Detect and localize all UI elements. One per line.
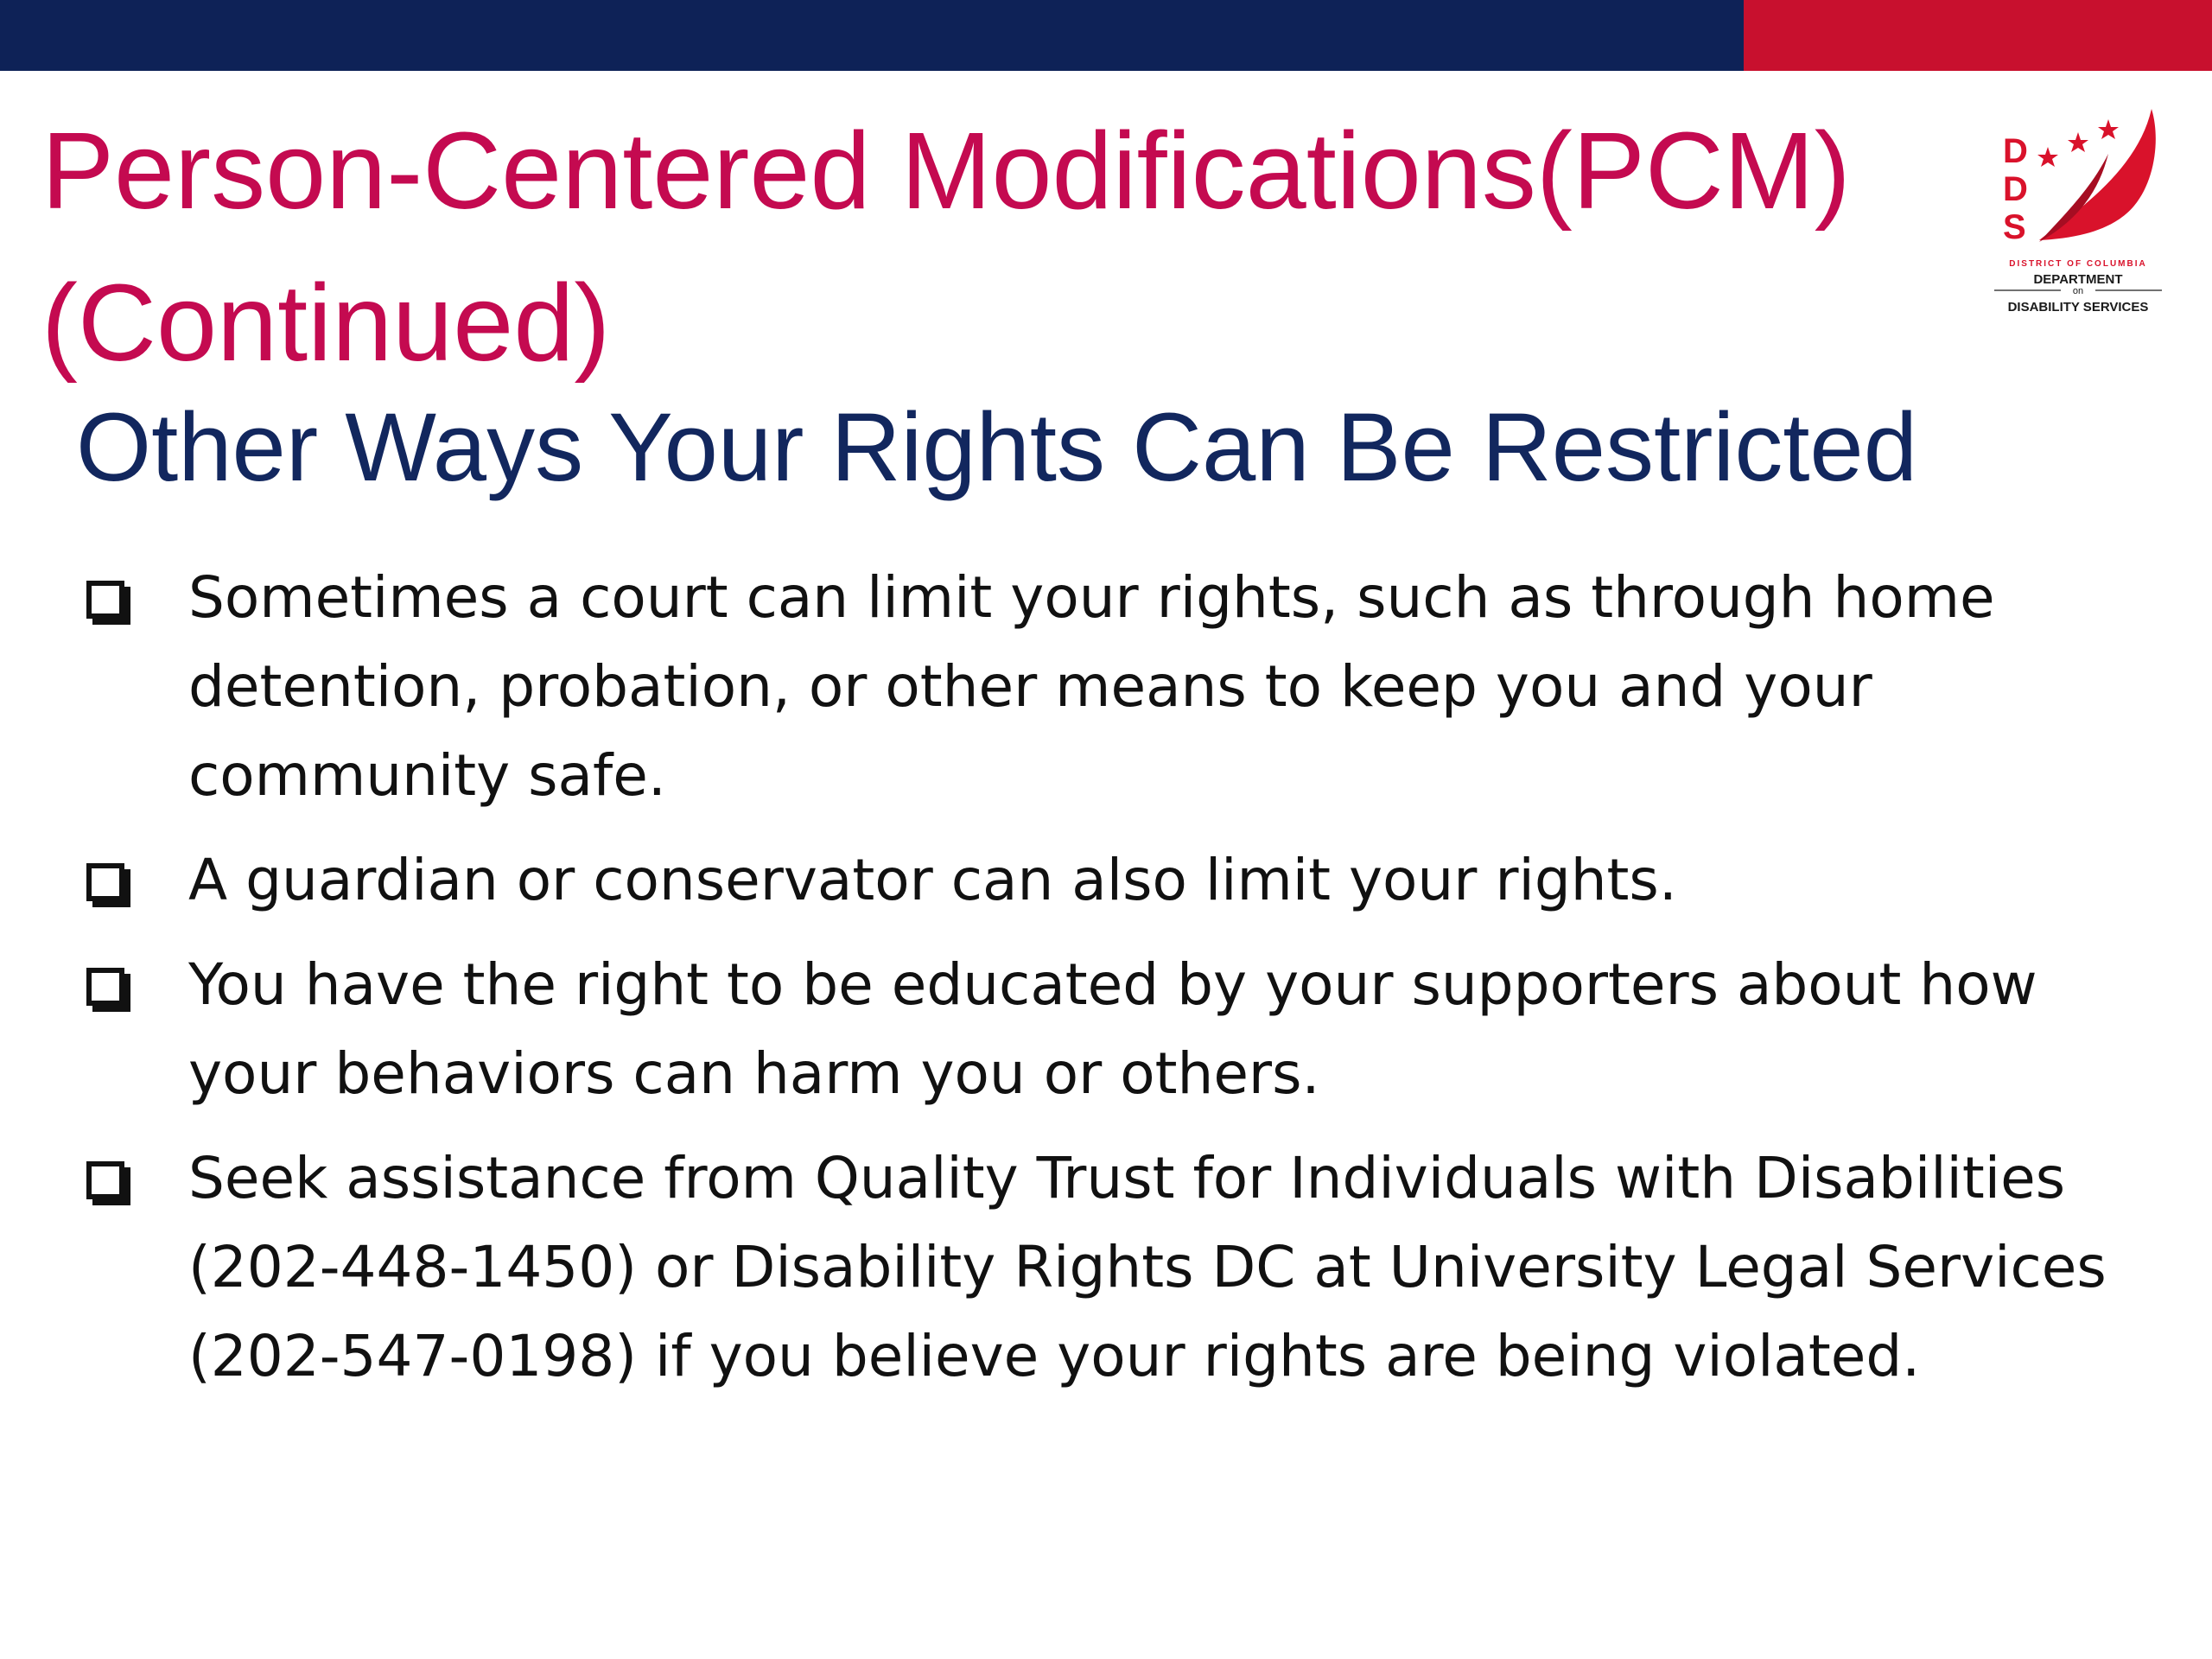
checkbox-icon bbox=[86, 1161, 124, 1199]
slide-subtitle: Other Ways Your Rights Can Be Restricted bbox=[76, 393, 1918, 501]
logo-letter-d: D bbox=[2003, 170, 2028, 208]
top-color-bar bbox=[0, 0, 2212, 71]
top-bar-navy-segment bbox=[0, 0, 1744, 71]
top-bar-red-segment bbox=[1744, 0, 2212, 71]
checkbox-icon bbox=[86, 863, 124, 901]
logo-caption-on: on bbox=[2072, 286, 2084, 296]
dds-logo bbox=[1979, 93, 2177, 327]
logo-letter-s: S bbox=[2003, 208, 2026, 246]
dds-logo-mark bbox=[1979, 93, 2177, 327]
bullet-list bbox=[78, 553, 2152, 1416]
bullet-item bbox=[78, 836, 2152, 925]
bullet-text: Seek assistance from Quality Trust for Individuals with Disabilities (202-448-1450) or Disability Rights DC at University Legal Services (202-547-0198) if you believe your rights are being violated. bbox=[188, 1145, 2107, 1389]
logo-star bbox=[2098, 119, 2119, 139]
checkbox-icon bbox=[86, 968, 124, 1006]
slide-title: Person-Centered Modifications(PCM) (Continued) bbox=[41, 110, 1851, 384]
bullet-text: You have the right to be educated by your supporters about how your behaviors can harm you or others. bbox=[188, 951, 2037, 1107]
logo-caption-district: DISTRICT OF COLUMBIA bbox=[2009, 259, 2147, 269]
bullet-item bbox=[78, 1134, 2152, 1401]
logo-caption-department: DEPARTMENT bbox=[2033, 272, 2123, 287]
bullet-item bbox=[78, 940, 2152, 1118]
bullet-item bbox=[78, 553, 2152, 820]
bullet-text: A guardian or conservator can also limit your rights. bbox=[188, 847, 1677, 913]
bullet-text: Sometimes a court can limit your rights, such as through home detention, probation, or other means to keep you and your community safe. bbox=[188, 564, 1995, 809]
checkbox-icon bbox=[86, 581, 124, 619]
logo-star bbox=[2068, 132, 2088, 152]
logo-star bbox=[2037, 147, 2058, 167]
logo-letter-d: D bbox=[2003, 132, 2028, 170]
logo-caption-disability-services: DISABILITY SERVICES bbox=[2007, 300, 2149, 315]
